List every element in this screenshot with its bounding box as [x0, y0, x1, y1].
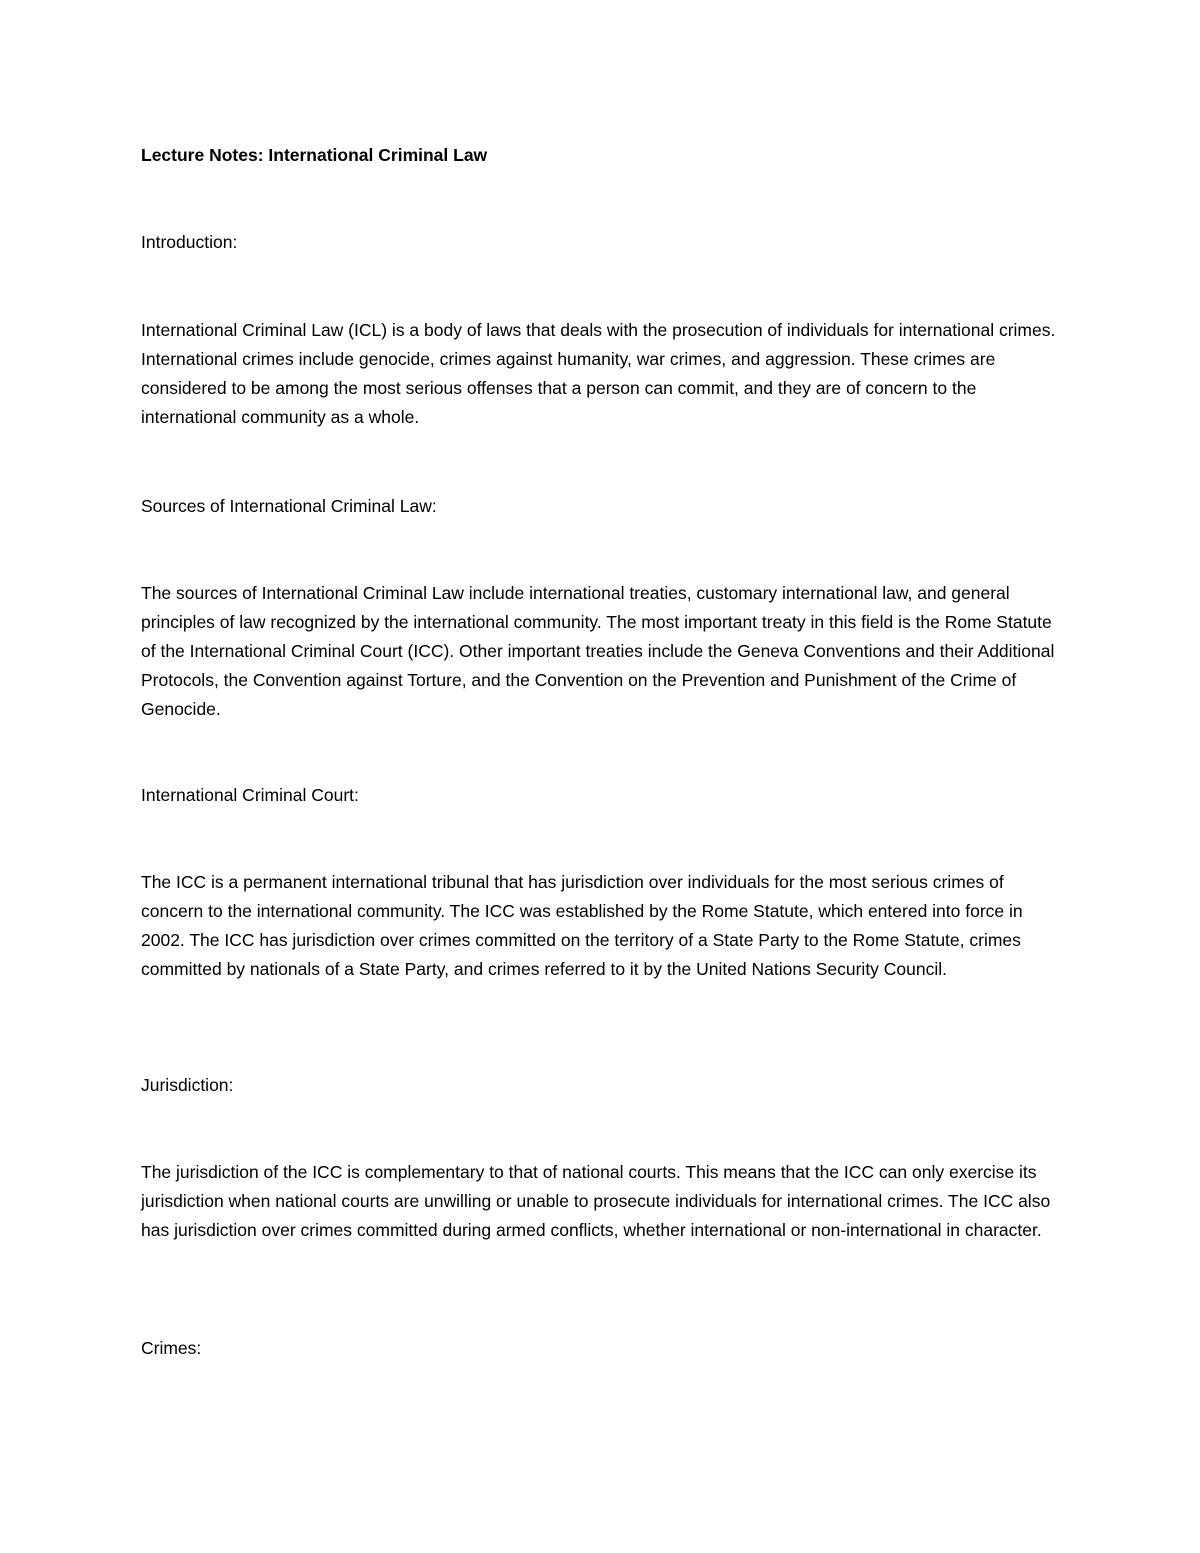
section-heading-sources: Sources of International Criminal Law: — [141, 496, 437, 516]
section-heading-introduction: Introduction: — [141, 232, 238, 252]
section-body-jurisdiction: The jurisdiction of the ICC is complementary to that of national courts. This means that the ICC can only exercise its jurisdiction when national courts are unwilling or unable to prosecute individuals for international crimes. The ICC also has jurisdiction over crimes committed during armed conflicts, whether international or non-international in character. — [141, 1162, 1051, 1240]
section-body-introduction: International Criminal Law (ICL) is a body of laws that deals with the prosecution of individuals for international crimes. International crimes include genocide, crimes against humanity, war crimes, and aggression. These crimes are considered to be among the most serious offenses that a person can commit, and they are of concern to the international community as a whole. — [141, 320, 1056, 427]
section-heading-jurisdiction: Jurisdiction: — [141, 1075, 234, 1095]
document-title: Lecture Notes: International Criminal Law — [141, 145, 488, 165]
section-body-sources: The sources of International Criminal Law include international treaties, customary international law, and general principles of law recognized by the international community. The most important treaty in this field is the Rome Statute of the International Criminal Court (ICC). Other important treaties include the Geneva Conventions and their Additional Protocols, the Convention against Torture, and the Convention on the Prevention and Punishment of the Crime of Genocide. — [141, 583, 1055, 719]
section-body-icc: The ICC is a permanent international tribunal that has jurisdiction over individuals for the most serious crimes of concern to the international community. The ICC was established by the Rome Statute, which entered into force in 2002. The ICC has jurisdiction over crimes committed on the territory of a State Party to the Rome Statute, crimes committed by nationals of a State Party, and crimes referred to it by the United Nations Security Council. — [141, 872, 1023, 979]
section-heading-crimes: Crimes: — [141, 1338, 202, 1358]
section-heading-icc: International Criminal Court: — [141, 785, 359, 805]
